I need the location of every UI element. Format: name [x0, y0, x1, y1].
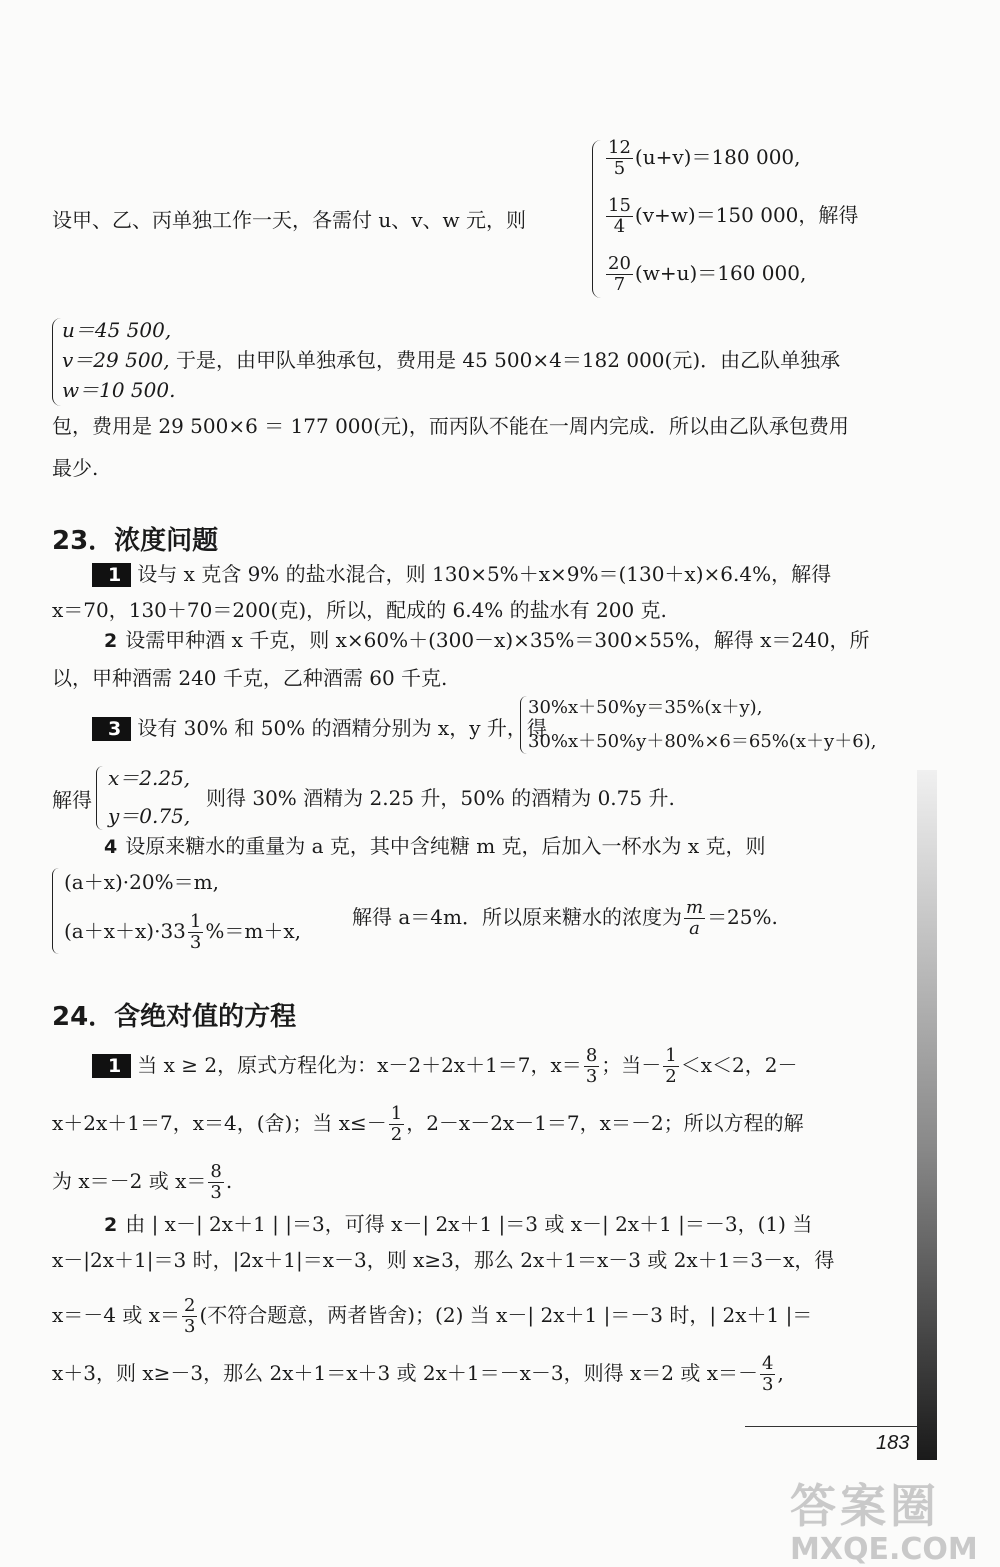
eq1: $\frac{12}{5}$ (u+v)＝180 000, [608, 137, 801, 179]
frac-1-3: $\frac{1}{3}$ [189, 911, 202, 953]
s23-p4-post: 解得 a＝4m．所以原来糖水的浓度为 $\frac{m}{a}$ ＝25%. [352, 897, 778, 939]
watermark [790, 1470, 978, 1567]
s23-num-4: 4 [104, 836, 118, 858]
s23-p2-line2: 以，甲种酒需 240 千克，乙种酒需 60 千克. [52, 666, 448, 690]
sol-v: v＝29 500, [62, 348, 170, 372]
section-24-title: 24．含绝对值的方程 [52, 1002, 297, 1032]
s23-p4-eq2: (a＋x＋x)·33 $\frac{1}{3}$ %＝m＋x, [64, 911, 301, 953]
s23-p3-line1: 3 设有 30% 和 50% 的酒精分别为 x，y 升，得 [92, 714, 547, 742]
s24-p2-line2: x－|2x＋1|＝3 时，|2x＋1|＝x－3，则 x≥3，那么 2x＋1＝x－3 或 2x＋1＝3－x，得 [52, 1248, 835, 1272]
frac-2-3: $\frac{2}{3}$ [184, 1295, 196, 1337]
s23-p1-line1: 1 设与 x 克含 9% 的盐水混合，则 130×5%＋x×9%＝(130＋x)×6.4%，解得 [92, 560, 831, 588]
page-edge-gradient [917, 770, 937, 1460]
section-23-title: 23．浓度问题 [52, 526, 219, 556]
s23-p4-line1: 4 设原来糖水的重量为 a 克，其中含纯糖 m 克，后加入一杯水为 x 克，则 [52, 832, 766, 861]
frac-8-3: $\frac{8}{3}$ [585, 1045, 598, 1087]
s23-p3-post: 则得 30% 酒精为 2.25 升，50% 的酒精为 0.75 升. [206, 786, 675, 810]
s23-p2-line1: 2 设需甲种酒 x 千克，则 x×60%＋(300－x)×35%＝300×55%，解得 x＝240，所 [52, 626, 870, 655]
brace-s23-p3-sol [96, 766, 103, 830]
s24-num-2: 2 [104, 1214, 118, 1236]
frac-4-3: $\frac{4}{3}$ [762, 1353, 774, 1395]
brace-solution [52, 318, 61, 406]
page-number: 183 [876, 1432, 910, 1454]
s24-num-1: 1 [92, 1054, 131, 1078]
s23-p4-eq1: (a＋x)·20%＝m, [64, 870, 219, 894]
brace-s23-p3 [520, 696, 527, 754]
frac-12-5: $\frac{12}{5}$ [608, 137, 631, 179]
s23-num-3: 3 [92, 717, 131, 741]
s24-p2-line1: 2 由 | x－| 2x＋1 | |＝3，可得 x－| 2x＋1 |＝3 或 x－| 2x＋1 |＝－3，(1) 当 [52, 1210, 812, 1239]
eq3: $\frac{20}{7}$ (w+u)＝160 000, [608, 253, 807, 295]
s23-p3-eq2: 30%x＋50%y＋80%×6＝65%(x＋y＋6), [528, 731, 877, 752]
footer-rule [745, 1426, 917, 1427]
frac-1-2: $\frac{1}{2}$ [665, 1045, 677, 1087]
s23-p3-pre: 解得 [52, 788, 92, 812]
p1-line2: 包，费用是 29 500×6 ＝ 177 000(元)，而丙队不能在一周内完成．所以由乙队承包费用 [52, 414, 849, 438]
eq2: $\frac{15}{4}$ (v+w)＝150 000，解得 [608, 195, 859, 237]
s24-p1-line1: 1 当 x ≥ 2，原式方程化为：x－2＋2x＋1＝7，x＝ $\frac{8}{3}$ ；当－ $\frac{1}{2}$ ＜x＜2，2－ [92, 1046, 797, 1087]
s23-p3-sol2: y＝0.75, [108, 804, 191, 828]
s24-p2-line3: x＝－4 或 x＝ $\frac{2}{3}$ (不符合题意，两者皆舍)；(2) 当 x－| 2x＋1 |＝－3 时，| 2x＋1 |＝ [52, 1295, 813, 1337]
p1-intro: 设甲、乙、丙单独工作一天，各需付 u、v、w 元，则 [52, 208, 527, 232]
watermark-url: MXQE.COM [790, 1532, 978, 1567]
p1-line3: 最少. [52, 456, 99, 480]
frac-15-4: $\frac{15}{4}$ [608, 195, 631, 237]
s23-num-1: 1 [92, 563, 131, 587]
s24-p1-line3: 为 x＝－2 或 x＝ $\frac{8}{3}$ . [52, 1161, 233, 1203]
s24-p1-line2: x＋2x＋1＝7，x＝4，(舍)；当 x≤－ $\frac{1}{2}$ ，2－x－2x－1＝7，x＝－2；所以方程的解 [52, 1103, 804, 1145]
watermark-logo: 答案圈 [790, 1479, 940, 1533]
s23-p3-eq1: 30%x＋50%y＝35%(x＋y), [528, 697, 763, 718]
frac-m-a: $\frac{m}{a}$ [685, 897, 704, 939]
s23-num-2: 2 [104, 630, 118, 652]
frac-1-2b: $\frac{1}{2}$ [390, 1103, 403, 1145]
brace-s23-p4 [52, 868, 59, 954]
s23-p1-line2: x＝70，130＋70＝200(克)，所以，配成的 6.4% 的盐水有 200 克. [52, 598, 667, 622]
s23-p3-sol1: x＝2.25, [108, 766, 191, 790]
s24-p2-line4: x＋3，则 x≥－3，那么 2x＋1＝x＋3 或 2x＋1＝－x－3，则得 x＝2 或 x＝－ $\frac{4}{3}$ , [52, 1353, 784, 1395]
p1-mid: 于是，由甲队单独承包，费用是 45 500×4＝182 000(元)．由乙队单独承 [176, 348, 841, 372]
sol-w: w＝10 500. [62, 378, 176, 402]
frac-8-3b: $\frac{8}{3}$ [210, 1161, 222, 1203]
brace-system1 [592, 140, 601, 298]
sol-u: u＝45 500, [62, 318, 172, 342]
frac-20-7: $\frac{20}{7}$ [608, 253, 631, 295]
